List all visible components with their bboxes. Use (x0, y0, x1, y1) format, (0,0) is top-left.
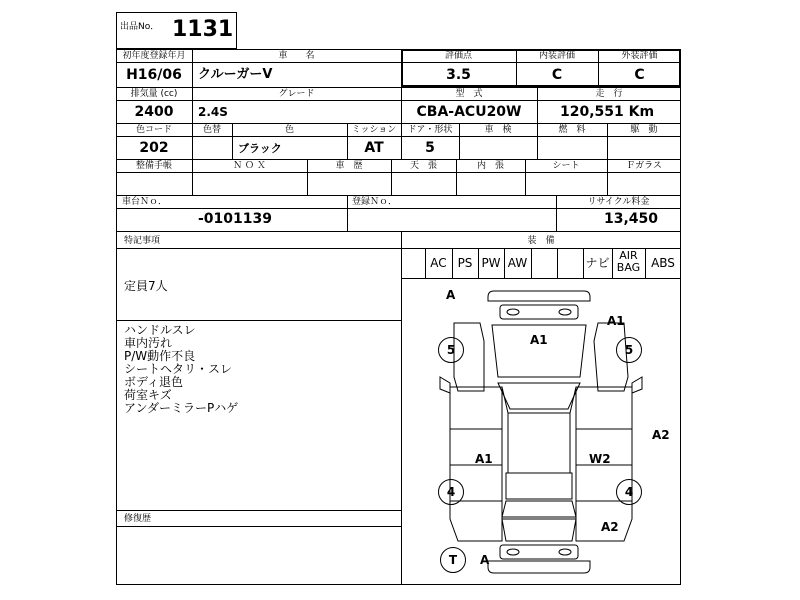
vehicle-diagram (402, 279, 680, 584)
first-registration-label: 初年度登録年月 (122, 51, 186, 61)
displacement-label: 排気量 (cc) (130, 89, 178, 99)
color-code-value: 202 (139, 140, 169, 156)
recycle-fee-value: 13,450 (603, 211, 658, 227)
listing-label: 出品No． (120, 22, 160, 32)
mark-rear: A (480, 553, 490, 567)
equip-abs: ABS (651, 256, 675, 270)
manual-label: 整備手帳 (135, 161, 172, 171)
tire-front-right: 5 (616, 337, 642, 363)
model-name-label: 車 名 (278, 51, 315, 61)
note-item: ボディ退色 (124, 375, 184, 389)
exterior-score-label: 外装評価 (621, 51, 658, 61)
tire-rear-left: 4 (438, 479, 464, 505)
ceiling-label: 天 張 (409, 161, 437, 171)
history-label: 車 歴 (335, 161, 363, 171)
equip-pw: PW (481, 256, 501, 270)
transmission-value: AT (364, 140, 384, 156)
mark-front: A (446, 288, 456, 302)
model-type-label: 型 式 (455, 89, 483, 99)
note-item: シートヘタリ・スレ (124, 362, 233, 376)
grade-value: 2.4S (198, 105, 228, 119)
repair-history-label: 修復歴 (124, 514, 152, 524)
score-label: 評価点 (444, 51, 472, 61)
door-shape-label: ドア・形状 (407, 125, 453, 135)
mark-hood: A1 (530, 333, 548, 347)
inspection-label: 車 検 (484, 125, 512, 135)
interior-score-label: 内装評価 (538, 51, 575, 61)
displacement-value: 2400 (134, 104, 174, 120)
mark-right-side: A2 (652, 428, 670, 442)
color-type-label: 色替 (202, 125, 221, 135)
recycle-fee-label: リサイクル料金 (587, 197, 650, 207)
note-item: 荷室キズ (124, 388, 172, 402)
nox-label: Ｎ Ｏ Ｘ (233, 161, 266, 171)
mark-front-right: A1 (607, 314, 625, 328)
color-label: 色 (284, 125, 294, 135)
equipment-label: 装 備 (527, 236, 555, 246)
note-item: ハンドルスレ (124, 323, 196, 337)
note-item: 車内汚れ (124, 336, 173, 350)
model-type-value: CBA-ACU20W (416, 104, 522, 120)
capacity-note: 定員7人 (124, 279, 168, 293)
chassis-no-label: 車台Ｎｏ． (122, 197, 168, 207)
interior-score-value: C (551, 67, 563, 83)
f-glass-label: Ｆガラス (626, 161, 662, 171)
color-value: ブラック (238, 142, 282, 155)
equip-ac: AC (430, 256, 447, 270)
tire-rear-right: 4 (616, 479, 642, 505)
note-item: P/W動作不良 (124, 349, 196, 363)
fuel-label: 燃 料 (558, 125, 586, 135)
first-registration-value: H16/06 (126, 67, 182, 83)
notes-list (124, 324, 238, 415)
mileage-value: 120,551 Km (560, 104, 655, 120)
model-name-value: クルーガーV (198, 67, 273, 82)
spare-tire: T (440, 547, 466, 573)
drive-label: 駆 動 (630, 125, 658, 135)
mark-left-rear-door: A1 (475, 452, 493, 466)
equip-aw: AW (507, 256, 528, 270)
listing-number: 1131 (172, 17, 234, 42)
color-code-label: 色コード (135, 125, 172, 135)
transmission-label: ミッション (351, 125, 397, 135)
equip-airbag: AIR BAG (616, 249, 641, 274)
mileage-label: 走 行 (595, 89, 623, 99)
note-item: アンダーミラーPハゲ (124, 401, 239, 415)
score-value: 3.5 (446, 67, 471, 83)
exterior-score-value: C (634, 67, 645, 83)
chassis-no-value: -0101139 (198, 211, 272, 227)
sheet-label: シート (552, 161, 580, 171)
grade-label: グレード (278, 89, 315, 99)
interior-label: 内 張 (476, 161, 504, 171)
mark-rear-right: A2 (601, 520, 619, 534)
equip-ps: PS (457, 256, 473, 270)
reg-no-label: 登録Ｎｏ． (352, 197, 398, 207)
tire-front-left: 5 (438, 337, 464, 363)
special-notes-label: 特記事項 (124, 236, 161, 246)
equip-navi: ナビ (585, 256, 610, 270)
doors-value: 5 (425, 140, 435, 156)
mark-right-rear-door: W2 (589, 452, 611, 466)
